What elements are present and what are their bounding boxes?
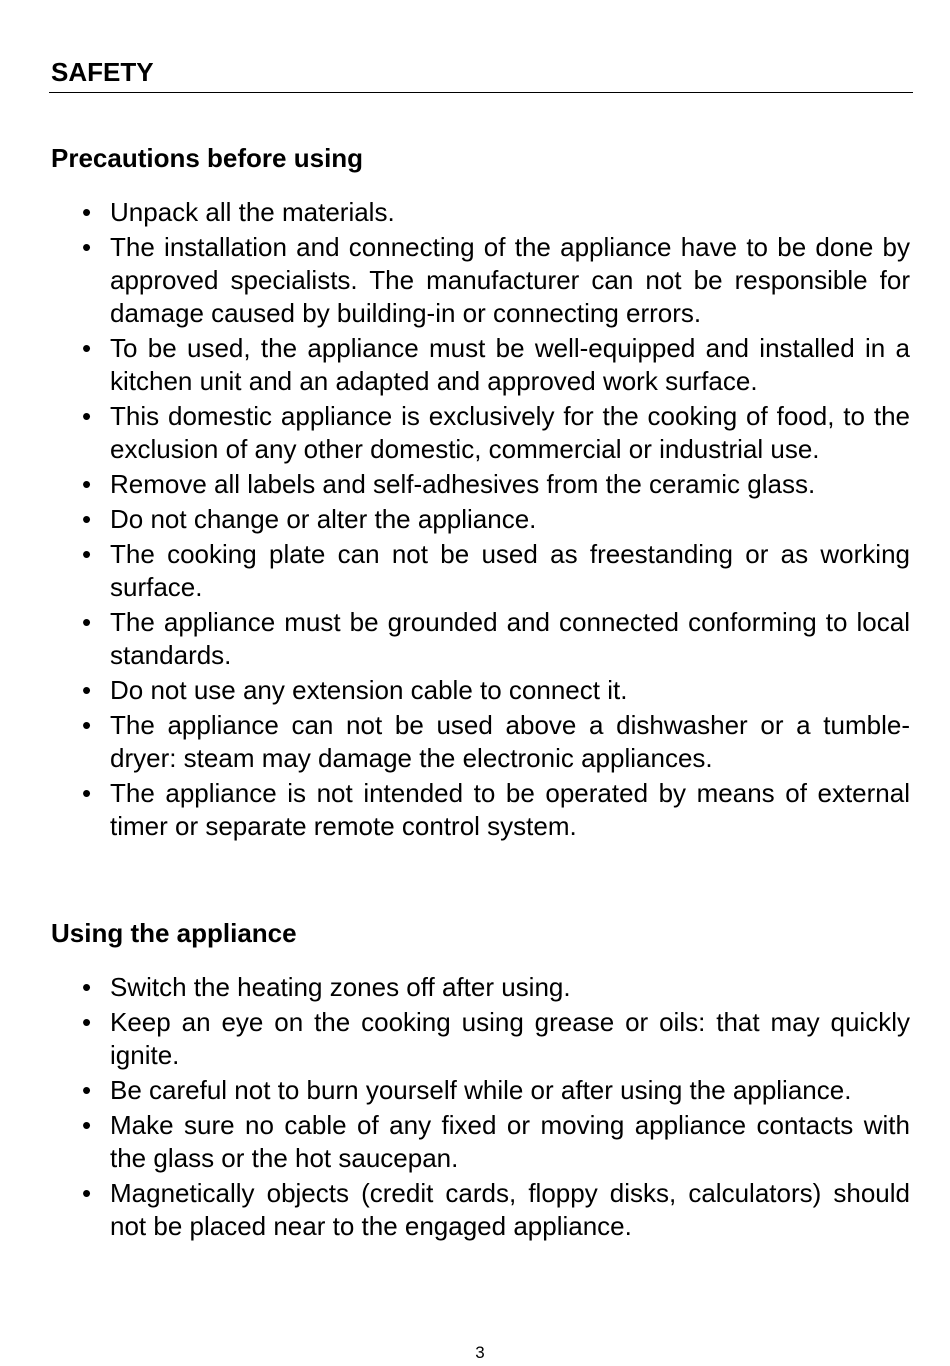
page-header (49, 52, 913, 93)
list-item: • To be used, the appliance must be well-equipped and installed in a kitchen unit and an adapted and approved work surface. (82, 333, 910, 396)
bullet-icon: • (82, 607, 92, 637)
section-heading-using: Using the appliance (51, 918, 297, 948)
list-item: • The installation and connecting of the appliance have to be done by approved specialists. The manufacturer can not be responsible for damage caused by building-in or connecting errors. (82, 232, 910, 328)
bullet-icon: • (82, 1110, 92, 1140)
precautions-list (0, 196, 910, 843)
list-item: • Magnetically objects (credit cards, floppy disks, calculators) should not be placed near to the engaged appliance. (82, 1178, 910, 1241)
bullet-icon: • (82, 1007, 92, 1037)
list-item: • Be careful not to burn yourself while or after using the appliance. (82, 1075, 852, 1105)
list-item: • The appliance must be grounded and connected conforming to local standards. (82, 607, 910, 670)
list-item: • The appliance can not be used above a dishwasher or a tumble-dryer: steam may damage the electronic appliances. (82, 710, 910, 773)
bullet-icon: • (82, 469, 92, 499)
page-number: 3 (475, 1343, 485, 1362)
page-title: SAFETY (51, 57, 154, 87)
bullet-icon: • (82, 675, 92, 705)
list-item: • This domestic appliance is exclusively for the cooking of food, to the exclusion of any other domestic, commercial or industrial use. (82, 401, 910, 464)
bullet-icon: • (82, 232, 92, 262)
list-item: • The appliance is not intended to be operated by means of external timer or separate remote control system. (82, 778, 910, 841)
bullet-icon: • (82, 1075, 92, 1105)
bullet-icon: • (82, 333, 92, 363)
bullet-icon: • (82, 401, 92, 431)
section-heading-precautions: Precautions before using (51, 143, 364, 173)
bullet-icon: • (82, 972, 92, 1002)
bullet-icon: • (82, 710, 92, 740)
bullet-icon: • (82, 539, 92, 569)
list-item: • Keep an eye on the cooking using grease or oils: that may quickly ignite. (82, 1007, 910, 1070)
list-item: • Do not change or alter the appliance. (82, 504, 537, 534)
list-item: • Unpack all the materials. (82, 197, 395, 227)
list-item: • Remove all labels and self-adhesives from the ceramic glass. (82, 469, 816, 499)
bullet-icon: • (82, 1178, 92, 1208)
using-list (0, 971, 910, 1243)
bullet-icon: • (82, 197, 92, 227)
list-item: • Do not use any extension cable to connect it. (82, 675, 628, 705)
bullet-icon: • (82, 778, 92, 808)
bullet-icon: • (82, 504, 92, 534)
list-item: • Make sure no cable of any fixed or moving appliance contacts with the glass or the hot saucepan. (82, 1110, 910, 1173)
list-item: • Switch the heating zones off after using. (82, 972, 571, 1002)
list-item: • The cooking plate can not be used as freestanding or as working surface. (82, 539, 910, 602)
